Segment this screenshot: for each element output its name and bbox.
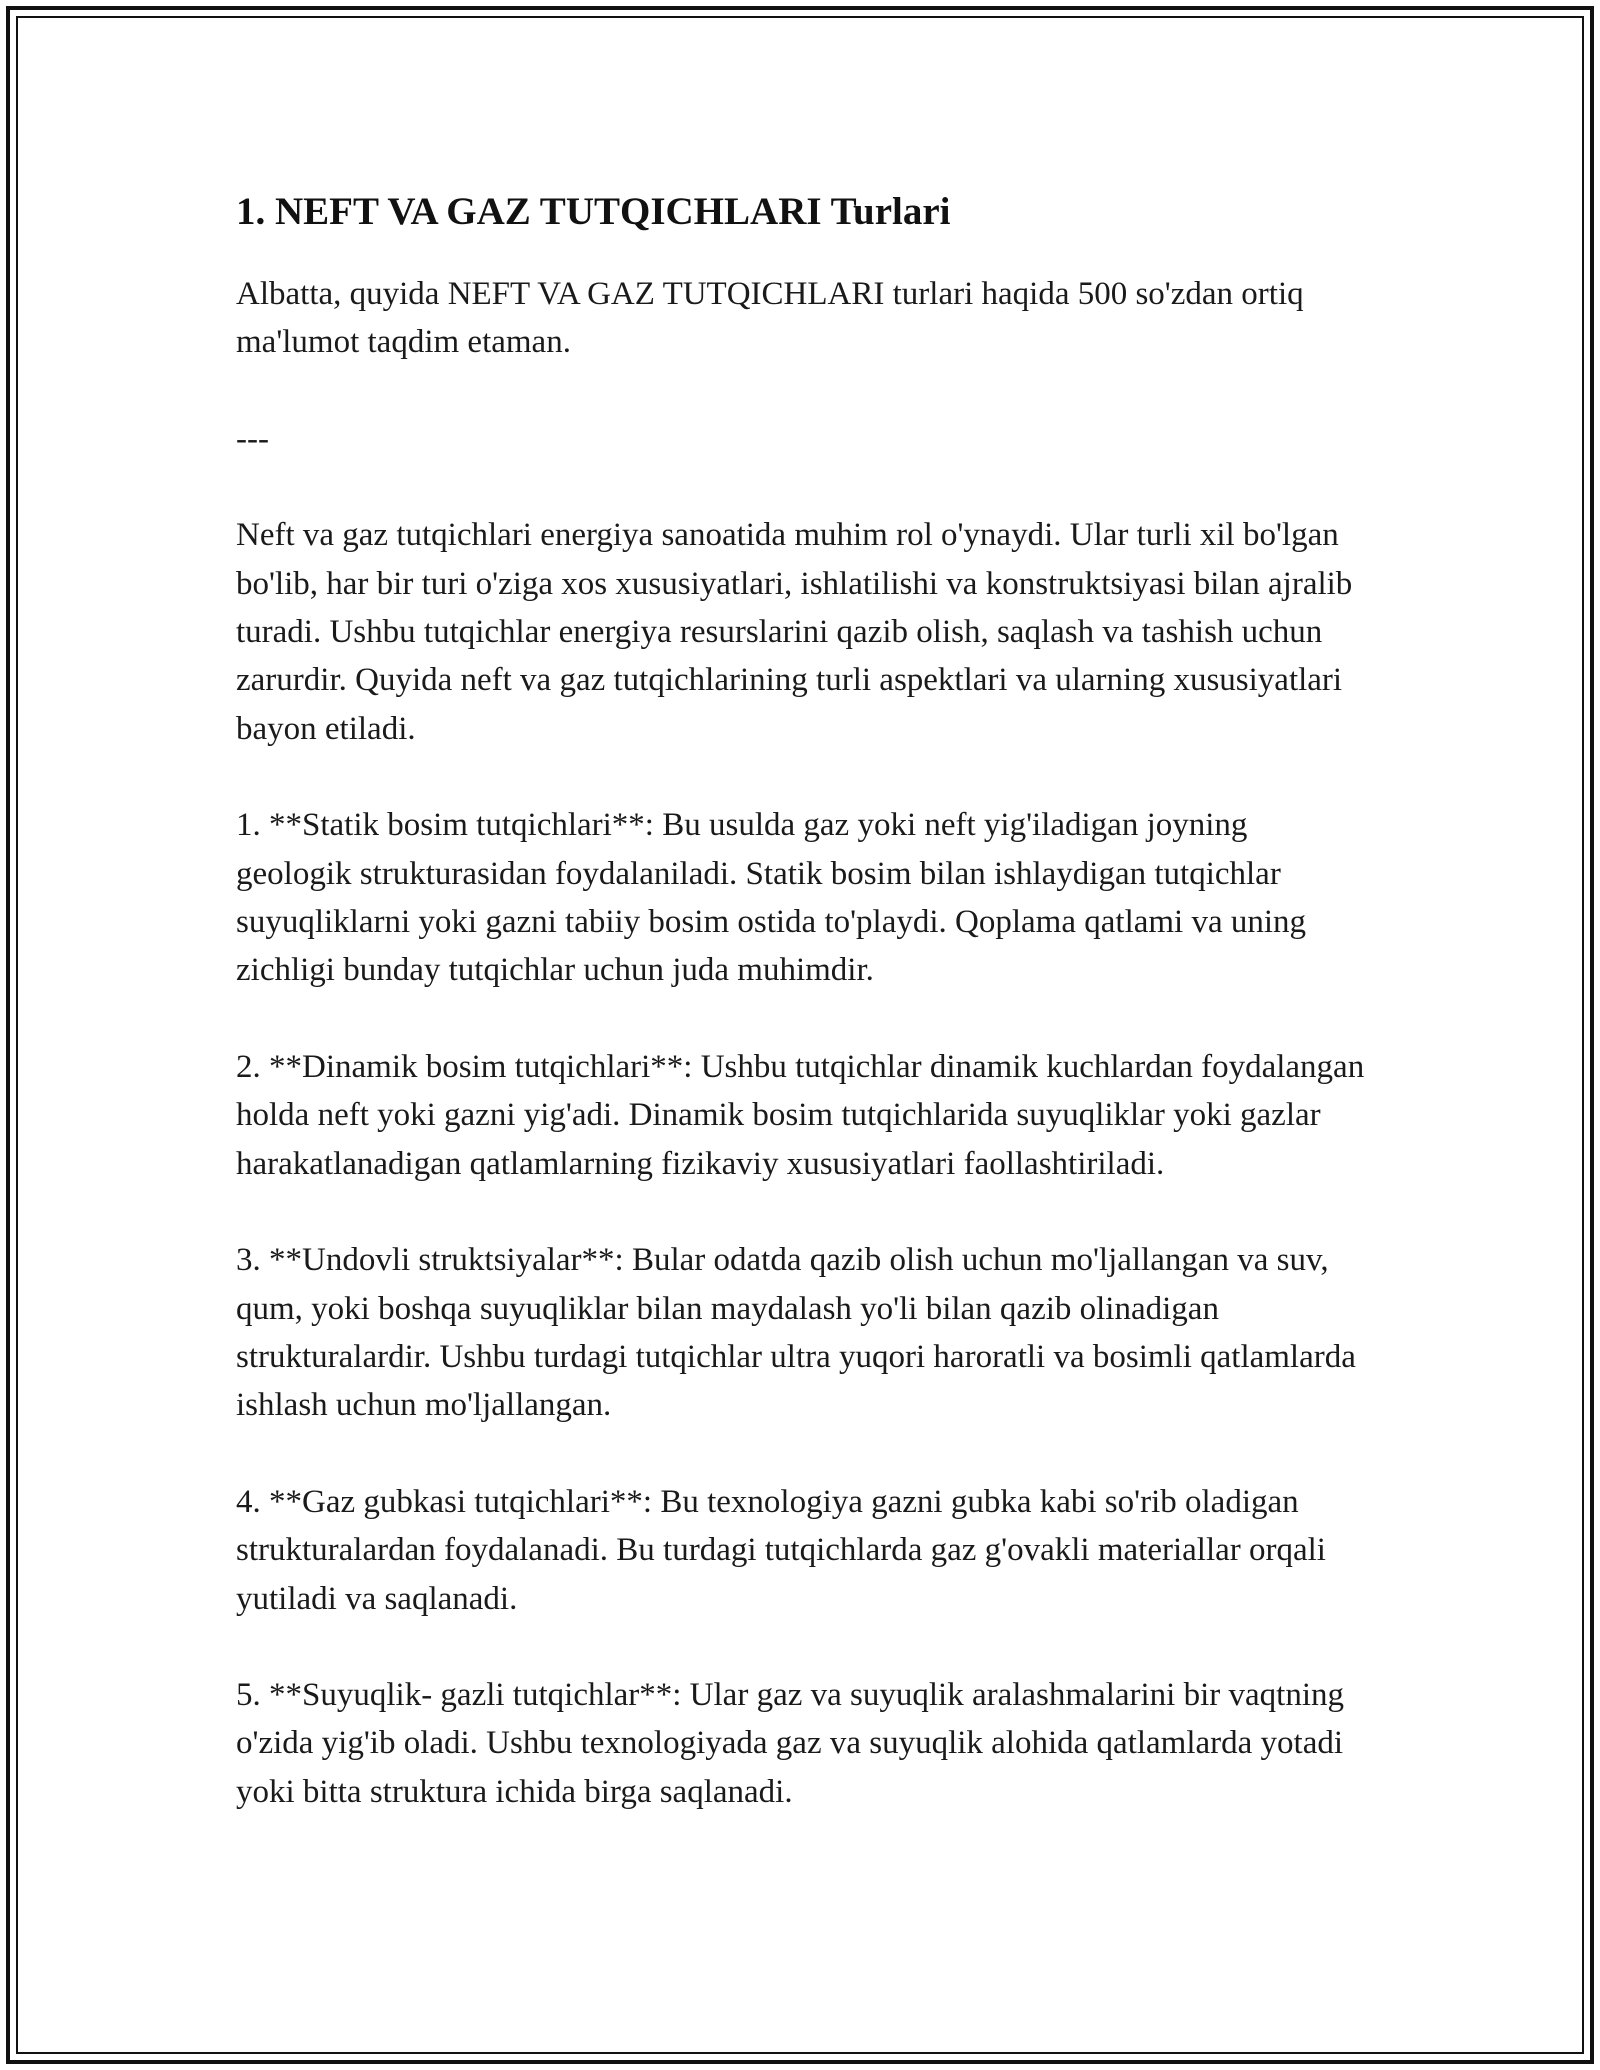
list-item-suyuqlik-gazli: 5. **Suyuqlik- gazli tutqichlar**: Ular gaz va suyuqlik aralashmalarini bir vaqtning o'zida yig'ib oladi. Ushbu texnologiyada gaz va suyuqlik alohida qatlamlarda yotadi yoki bitta struktura ichida birga saqlanadi. — [236, 1676, 1344, 1810]
list-item-dinamik: 2. **Dinamik bosim tutqichlari**: Ushbu tutqichlar dinamik kuchlardan foydalangan holda neft yoki gazni yig'adi. Dinamik bosim tutqichlarida suyuqliklar yoki gazlar harakatlanadigan qatlamlarning fizikaviy xususiyatlari faollashtiriladi. — [236, 1048, 1365, 1182]
document-body — [236, 188, 1366, 1816]
list-item-undovli: 3. **Undovli struktsiyalar**: Bular odatda qazib olish uchun mo'ljallangan va suv, qum, yoki boshqa suyuqliklar bilan maydalash yo'li bilan qazib olinadigan strukturalardir. Ushbu turdagi tutqichlar ultra yuqori haroratli va bosimli qatlamlarda ishlash uchun mo'ljallangan. — [236, 1242, 1356, 1424]
separator-line: --- — [236, 420, 269, 457]
list-item-gaz-gubkasi: 4. **Gaz gubkasi tutqichlari**: Bu texnologiya gazni gubka kabi so'rib oladigan strukturalardan foydalanadi. Bu turdagi tutqichlarda gaz g'ovakli materiallar orqali yutiladi va saqlanadi. — [236, 1483, 1326, 1617]
document-title: 1. NEFT VA GAZ TUTQICHLARI Turlari — [236, 190, 951, 233]
list-item-statik: 1. **Statik bosim tutqichlari**: Bu usulda gaz yoki neft yig'iladigan joyning geologik strukturasidan foydalaniladi. Statik bosim bilan ishlaydigan tutqichlar suyuqliklarni yoki gazni tabiiy bosim ostida to'playdi. Qoplama qatlami va uning zichligi bunday tutqichlar uchun juda muhimdir. — [236, 807, 1307, 989]
overview-paragraph: Neft va gaz tutqichlari energiya sanoatida muhim rol o'ynaydi. Ular turli xil bo'lgan bo'lib, har bir turi o'ziga xos xususiyatlari, ishlatilishi va konstruktsiyasi bilan ajralib turadi. Ushbu tutqichlar energiya resurslarini qazib olish, saqlash va tashish uchun zarurdir. Quyida neft va gaz tutqichlarining turli aspektlari va ularning xususiyatlari bayon etiladi. — [236, 517, 1353, 747]
intro-paragraph: Albatta, quyida NEFT VA GAZ TUTQICHLARI turlari haqida 500 so'zdan ortiq ma'lumot taqdim etaman. — [236, 276, 1304, 361]
